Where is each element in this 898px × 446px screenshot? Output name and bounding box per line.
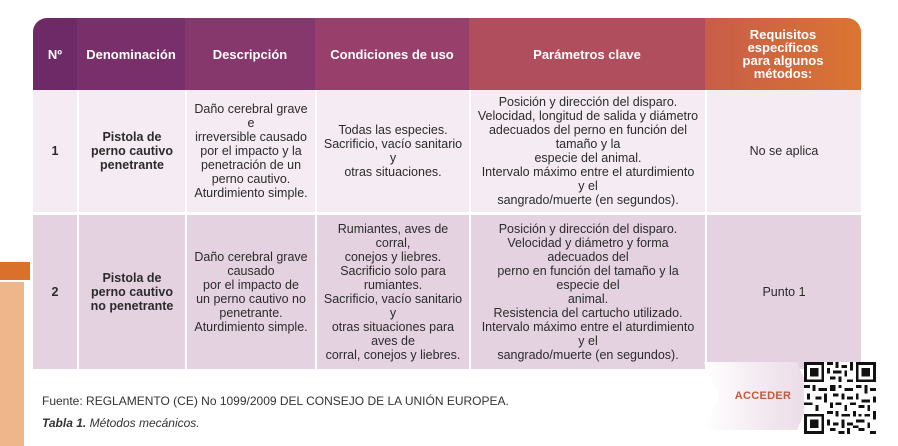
decorative-peach-bar xyxy=(0,282,24,446)
access-button-label[interactable]: ACCEDER xyxy=(734,390,792,402)
description-line: penetrante. xyxy=(219,306,283,320)
table-header-row xyxy=(33,18,861,90)
header-req-line: Requisitos xyxy=(749,27,817,42)
conditions-line: Sacrificio solo para xyxy=(340,264,446,278)
denomination-line: penetrante xyxy=(100,158,164,172)
parameters-line: adecuados del perno en función del tamaño y la xyxy=(488,123,688,151)
denomination-line: no penetrante xyxy=(90,299,174,313)
row-description xyxy=(185,90,315,212)
row-number: 2 xyxy=(33,212,77,369)
row-conditions xyxy=(315,212,469,369)
methods-table xyxy=(33,18,861,369)
methods-table-container xyxy=(33,18,861,369)
conditions-line: Todas las especies. xyxy=(338,123,448,137)
row-specific-requirements: No se aplica xyxy=(705,90,861,212)
description-line: perno cautivo. xyxy=(211,172,291,186)
parameters-line: Intervalo máximo entre el aturdimiento y el xyxy=(481,165,695,193)
description-line: irreversible causado xyxy=(195,130,307,144)
conditions-line: corral, conejos y liebres. xyxy=(325,348,461,362)
header-description: Descripción xyxy=(185,18,315,90)
table-source-note: Fuente: REGLAMENTO (CE) No 1099/2009 DEL CONSEJO DE LA UNIÓN EUROPEA. xyxy=(42,394,509,408)
table-caption-label: Tabla 1. xyxy=(42,416,87,430)
description-line: Daño cerebral grave e xyxy=(194,102,308,130)
header-specific-requirements xyxy=(705,18,861,90)
header-req-line: específicos xyxy=(747,40,819,55)
conditions-line: Sacrificio, vacío sanitario y xyxy=(323,292,463,320)
row-key-parameters xyxy=(469,212,705,369)
decorative-orange-bar xyxy=(0,262,30,280)
conditions-line: conejos y liebres. xyxy=(344,250,442,264)
row-number: 1 xyxy=(33,90,77,212)
table-caption-text: Métodos mecánicos. xyxy=(89,416,200,430)
description-line: por el impacto de xyxy=(203,278,299,292)
conditions-line: otras situaciones para xyxy=(331,320,455,334)
table-row xyxy=(33,90,861,212)
denomination-line: Pistola de xyxy=(102,130,162,144)
conditions-line: Rumiantes, aves de corral, xyxy=(337,222,449,250)
parameters-line: Velocidad, longitud de salida y diámetro xyxy=(477,109,699,123)
denomination-line: perno cautivo xyxy=(91,285,173,299)
row-denomination xyxy=(77,90,185,212)
denomination-line: perno cautivo xyxy=(91,144,173,158)
denomination-line: Pistola de xyxy=(102,271,162,285)
parameters-line: perno en función del tamaño y la especie del xyxy=(497,264,679,292)
parameters-line: Posición y dirección del disparo. xyxy=(498,222,678,236)
parameters-line: sangrado/muerte (en segundos). xyxy=(497,348,679,362)
header-req-line: para algunos xyxy=(742,53,824,68)
header-key-parameters: Parámetros clave xyxy=(469,18,705,90)
parameters-line: sangrado/muerte (en segundos). xyxy=(497,193,679,207)
parameters-line: Posición y dirección del disparo. xyxy=(498,95,678,109)
header-denomination: Denominación xyxy=(77,18,185,90)
description-line: causado xyxy=(227,264,275,278)
parameters-line: especie del animal. xyxy=(534,151,642,165)
description-line: Aturdimiento simple. xyxy=(194,320,308,334)
table-row xyxy=(33,212,861,369)
parameters-line: Intervalo máximo entre el aturdimiento y el xyxy=(481,320,695,348)
qr-code-icon[interactable] xyxy=(804,362,876,434)
row-denomination xyxy=(77,212,185,369)
conditions-line: rumiantes. xyxy=(363,278,423,292)
conditions-line: otras situaciones. xyxy=(344,165,442,179)
conditions-line: Sacrificio, vacío sanitario y xyxy=(323,137,463,165)
description-line: Aturdimiento simple. xyxy=(194,186,308,200)
parameters-line: Velocidad y diámetro y forma adecuados del xyxy=(507,236,669,264)
access-link-block[interactable] xyxy=(704,362,898,446)
conditions-line: aves de xyxy=(371,334,415,348)
parameters-line: Resistencia del cartucho utilizado. xyxy=(493,306,683,320)
row-description xyxy=(185,212,315,369)
table-caption xyxy=(42,416,200,430)
header-req-line: métodos: xyxy=(753,66,813,81)
header-conditions: Condiciones de uso xyxy=(315,18,469,90)
description-line: Daño cerebral grave xyxy=(194,250,308,264)
header-number: Nº xyxy=(33,18,77,90)
parameters-line: animal. xyxy=(567,292,609,306)
row-key-parameters xyxy=(469,90,705,212)
description-line: un perno cautivo no xyxy=(196,292,306,306)
row-conditions xyxy=(315,90,469,212)
description-line: penetración de un xyxy=(200,158,302,172)
row-specific-requirements: Punto 1 xyxy=(705,212,861,369)
description-line: por el impacto y la xyxy=(200,144,302,158)
